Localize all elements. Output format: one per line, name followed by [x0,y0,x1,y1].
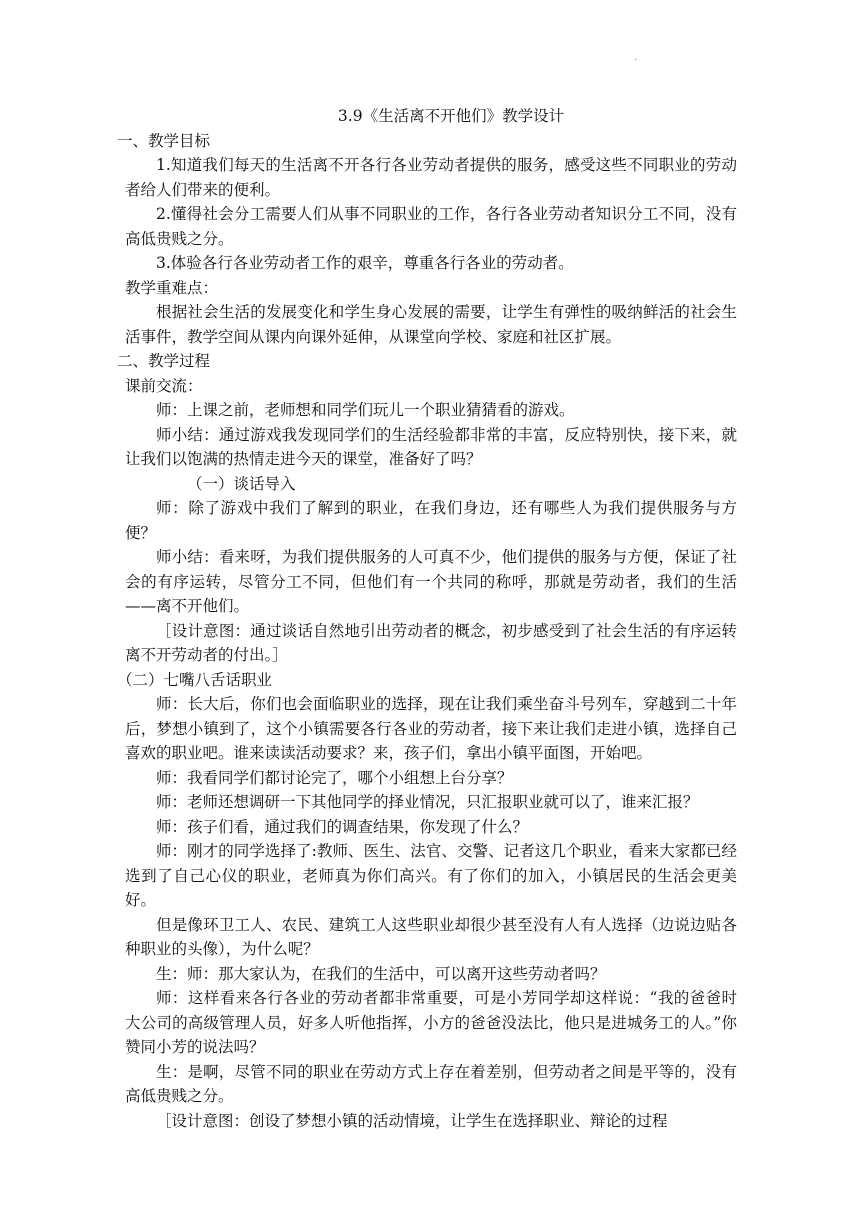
paragraph: 师：上课之前，老师想和同学们玩儿一个职业猜猜看的游戏。 [156,401,575,419]
paragraph: 师：刚才的同学选择了:教师、医生、法官、交警、记者这几个职业，看来大家都已经选到了自己心仪的职业，老师真为你们高兴。有了你们的加入，小镇居民的生活会更美好。 [125,842,737,909]
section-heading: 二、教学过程 [117,352,211,370]
paragraph: 师：我看同学们都讨论完了，哪个小组想上台分享？ [156,768,513,787]
paragraph: 师：孩子们看，通过我们的调查结果，你发现了什么？ [156,817,529,836]
paragraph-list [117,129,737,1134]
paragraph: 生：是啊，尽管不同的职业在劳动方式上存在着差别，但劳动者之间是平等的，没有高低贵贱之分。 [125,1062,737,1105]
document-title: 3.9《生活离不开他们》教学设计 [337,107,565,125]
paragraph: 师小结：通过游戏我发现同学们的生活经验都非常的丰富，反应特别快，接下来，就让我们以饱满的热情走进今天的课堂，准备好了吗？ [125,425,737,468]
section-heading: 一、教学目标 [117,131,211,150]
paragraph: 师：长大后，你们也会面临职业的选择，现在让我们乘坐奋斗号列车，穿越到二十年后，梦想小镇到了，这个小镇需要各行各业的劳动者，接下来让我们走进小镇，选择自己喜欢的职业吧。谁来读读活动要求？来，孩子们，拿出小镇平面图，开始吧。 [125,695,737,762]
section-heading: （一）谈话导入 [187,474,296,493]
paragraph: 生：师：那大家认为，在我们的生活中，可以离开这些劳动者吗？ [156,964,606,983]
paragraph: ［设计意图：通过谈话自然地引出劳动者的概念，初步感受到了社会生活的有序运转离不开劳动者的付出。］ [125,621,737,664]
paragraph: 师：这样看来各行各业的劳动者都非常重要，可是小芳同学却这样说：“我的爸爸时大公司的高级管理人员，好多人听他指挥，小方的爸爸没法比，他只是进城务工的人。”你赞同小芳的说法吗？ [125,989,737,1056]
section-heading: （二）七嘴八舌话职业 [117,670,273,689]
paragraph: 1.知道我们每天的生活离不开各行各业劳动者提供的服务，感受这些不同职业的劳动者给人们带来的便利。 [125,156,737,199]
page-marker: . [634,52,638,63]
paragraph: 师小结：看来呀，为我们提供服务的人可真不少，他们提供的服务与方便，保证了社会的有序运转，尽管分工不同，但他们有一个共同的称呼，那就是劳动者，我们的生活——离不开他们。 [125,548,737,615]
document-body [117,104,737,1133]
section-heading: 课前交流： [125,376,203,395]
paragraph: 根据社会生活的发展变化和学生身心发展的需要，让学生有弹性的吸纳鲜活的社会生活事件，教学空间从课内向课外延伸，从课堂向学校、家庭和社区扩展。 [125,303,737,346]
paragraph: 师：除了游戏中我们了解到的职业，在我们身边，还有哪些人为我们提供服务与方便？ [125,499,737,542]
paragraph: ［设计意图：创设了梦想小镇的活动情境，让学生在选择职业、辩论的过程 [156,1111,668,1130]
paragraph: 师：老师还想调研一下其他同学的择业情况，只汇报职业就可以了，谁来汇报？ [156,793,699,811]
paragraph: 但是像环卫工人、农民、建筑工人这些职业却很少甚至没有人有人选择（边说边贴各种职业的头像），为什么呢？ [125,915,737,958]
section-heading: 教学重难点： [125,278,219,297]
paragraph: 2.懂得社会分工需要人们从事不同职业的工作，各行各业劳动者知识分工不同，没有高低贵贱之分。 [125,205,737,248]
paragraph: 3.体验各行各业劳动者工作的艰辛，尊重各行各业的劳动者。 [156,254,574,272]
